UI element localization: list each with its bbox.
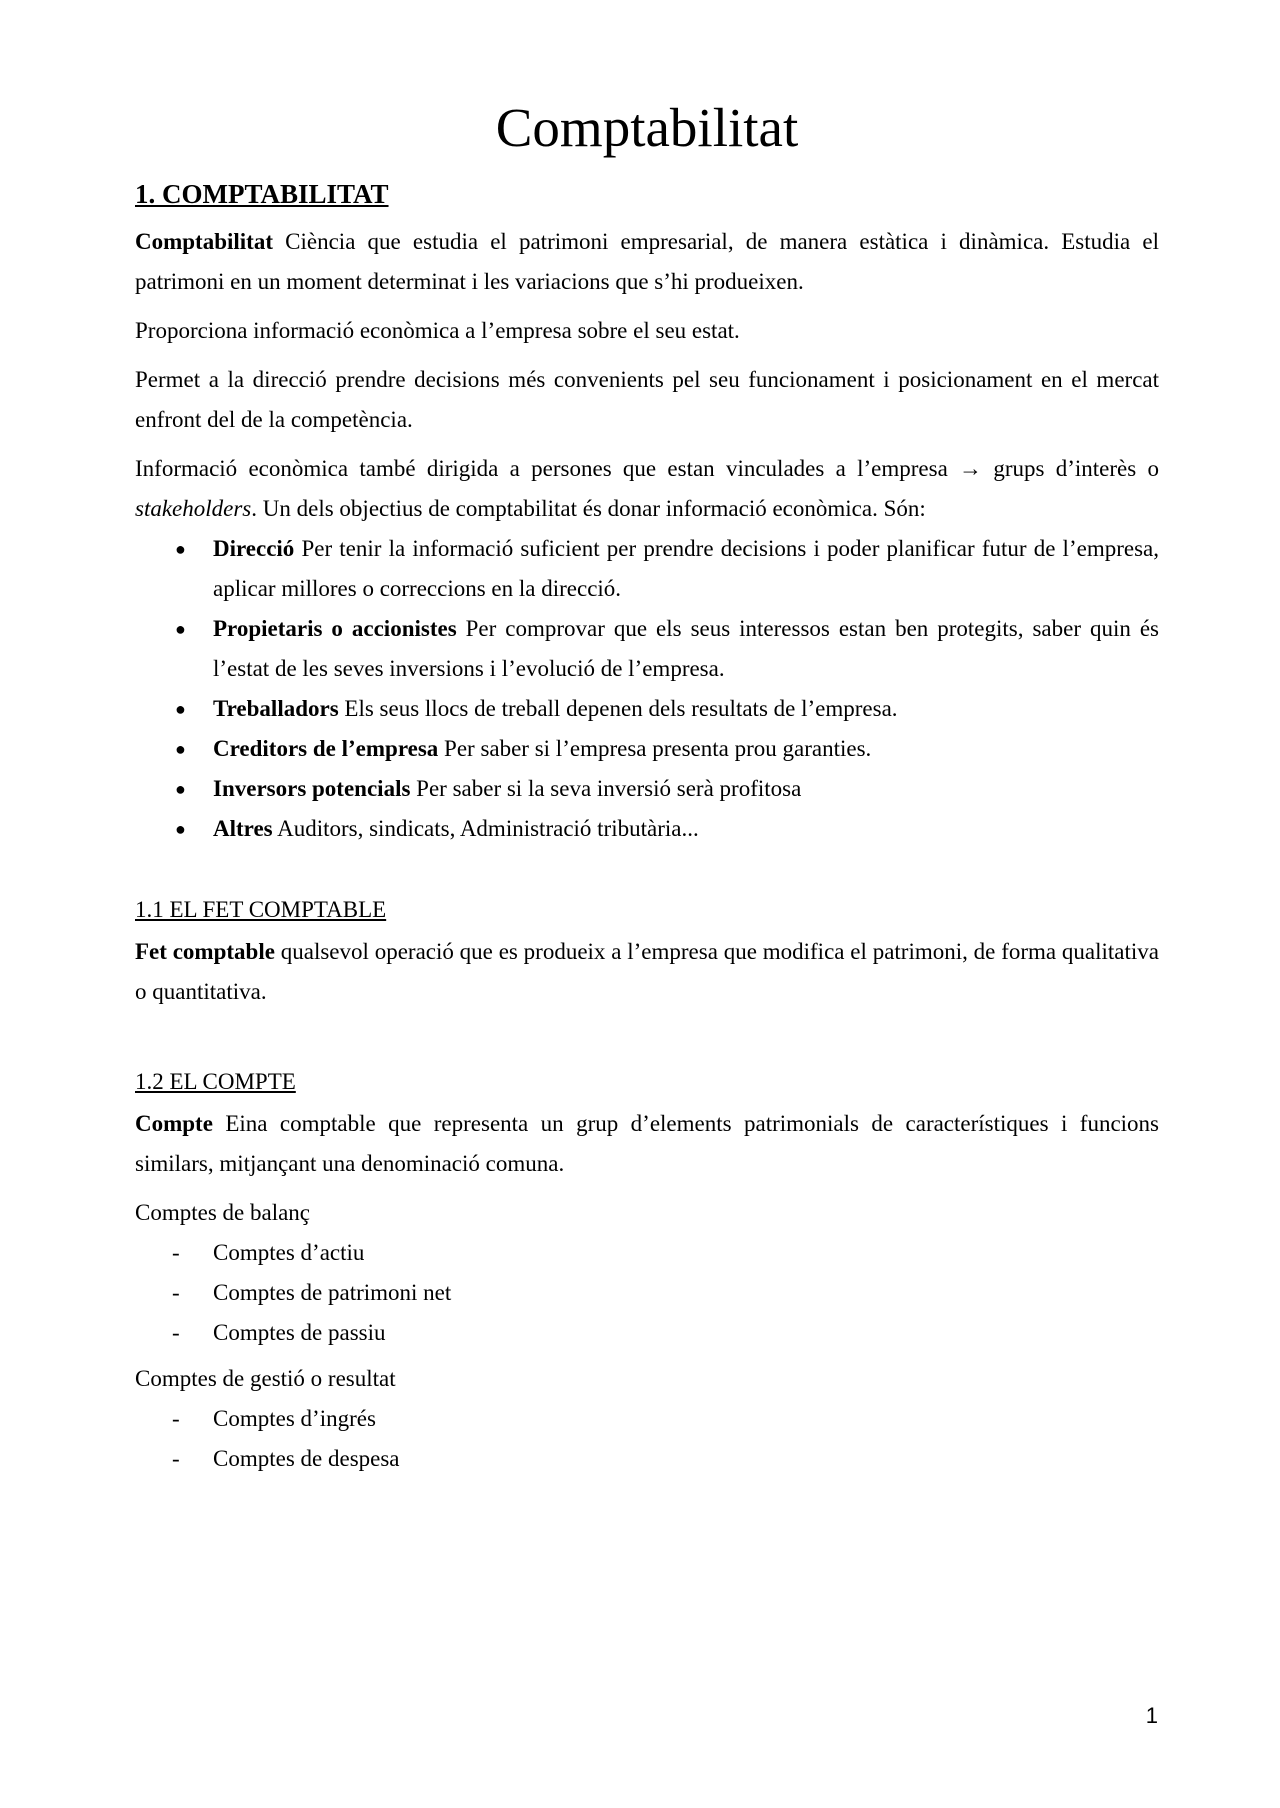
balance-accounts-list — [135, 1233, 1159, 1353]
bullet-icon: ● — [175, 698, 186, 719]
list-item — [135, 769, 1159, 809]
list-item-term: Direcció — [213, 535, 295, 561]
bullet-icon: ● — [175, 538, 186, 559]
bullet-icon: ● — [175, 618, 186, 639]
list-item-term: Treballadors — [213, 695, 339, 721]
label-comptes-resultat: Comptes de gestió o resultat — [135, 1365, 396, 1391]
stakeholders-term: stakeholders — [135, 495, 252, 521]
list-item — [135, 1439, 1159, 1479]
list-item — [135, 1399, 1159, 1439]
spacer — [135, 849, 1159, 897]
spacer — [135, 1021, 1159, 1069]
bullet-icon: ● — [175, 778, 186, 799]
term-fet-comptable: Fet comptable — [135, 938, 275, 964]
definition-fet-comptable — [135, 932, 1159, 1012]
list-item-text: Comptes d’ingrés — [213, 1405, 376, 1431]
list-item — [135, 1313, 1159, 1353]
list-item — [135, 609, 1159, 689]
list-item-text: Els seus llocs de treball depenen dels resultats de l’empresa. — [338, 695, 898, 721]
list-item-term: Creditors de l’empresa — [213, 735, 439, 761]
list-item — [135, 1233, 1159, 1273]
definition-text: Ciència que estudia el patrimoni empresarial, de manera estàtica i dinàmica. Estudia el patrimoni en un moment determinat i les variacions que s’hi produeixen. — [135, 228, 1159, 294]
list-item-text: Comptes de patrimoni net — [213, 1279, 452, 1305]
list-item-text: Comptes de passiu — [213, 1319, 386, 1345]
list-item-term: Inversors potencials — [213, 775, 411, 801]
paragraph-informacio: Proporciona informació econòmica a l’empresa sobre el seu estat. — [135, 317, 740, 343]
paragraph-stakeholders — [135, 449, 1159, 529]
page-content — [135, 98, 1159, 1485]
dash-icon: - — [172, 1319, 180, 1345]
list-item-text: Comptes d’actiu — [213, 1239, 365, 1265]
list-item-term: Propietaris o accionistes — [213, 615, 457, 641]
list-item-text: Per comprovar que els seus interessos estan ben protegits, saber quin és l’estat de les seves inversions i l’evolució de l’empresa. — [213, 615, 1159, 681]
dash-icon: - — [172, 1445, 180, 1471]
list-item-text: Auditors, sindicats, Administració tributària... — [272, 815, 699, 841]
dash-icon: - — [172, 1405, 180, 1431]
bullet-icon: ● — [175, 738, 186, 759]
list-item-text: Per saber si la seva inversió serà profitosa — [410, 775, 802, 801]
paragraph-text: . Un dels objectius de comptabilitat és donar informació econòmica. Són: — [251, 495, 926, 521]
definition-text: Eina comptable que representa un grup d’elements patrimonials de característiques i funcions similars, mitjançant una denominació comuna. — [135, 1110, 1159, 1176]
list-item — [135, 729, 1159, 769]
dash-icon: - — [172, 1279, 180, 1305]
stakeholder-list — [135, 529, 1159, 849]
term-compte: Compte — [135, 1110, 213, 1136]
dash-icon: - — [172, 1239, 180, 1265]
list-item-text: Per saber si l’empresa presenta prou garanties. — [438, 735, 872, 761]
list-item-text: Comptes de despesa — [213, 1445, 400, 1471]
bullet-icon: ● — [175, 818, 186, 839]
section-heading-comptabilitat: 1. COMPTABILITAT — [135, 178, 389, 209]
subheading-compte: 1.2 EL COMPTE — [135, 1068, 296, 1094]
list-item-text: Per tenir la informació suficient per prendre decisions i poder planificar futur de l’empresa, aplicar millores o correccions en la direcció. — [213, 535, 1159, 601]
list-item — [135, 529, 1159, 609]
document-title: Comptabilitat — [495, 97, 799, 158]
result-accounts-list — [135, 1399, 1159, 1479]
paragraph-direccio: Permet a la direcció prendre decisions més convenients pel seu funcionament i posicionament en el mercat enfront del de la competència. — [135, 366, 1159, 432]
list-item — [135, 1273, 1159, 1313]
label-comptes-balanc: Comptes de balanç — [135, 1199, 311, 1225]
definition-comptabilitat — [135, 222, 1159, 302]
list-item — [135, 689, 1159, 729]
paragraph-text: Informació econòmica també dirigida a persones que estan vinculades a l’empresa → grups d’interès o — [135, 455, 1159, 481]
definition-text: qualsevol operació que es produeix a l’empresa que modifica el patrimoni, de forma qualitativa o quantitativa. — [135, 938, 1159, 1004]
term-comptabilitat: Comptabilitat — [135, 228, 273, 254]
page-number: 1 — [1145, 1703, 1158, 1728]
definition-compte — [135, 1104, 1159, 1184]
list-item — [135, 809, 1159, 849]
list-item-term: Altres — [213, 815, 273, 841]
subheading-fet-comptable: 1.1 EL FET COMPTABLE — [135, 896, 387, 922]
